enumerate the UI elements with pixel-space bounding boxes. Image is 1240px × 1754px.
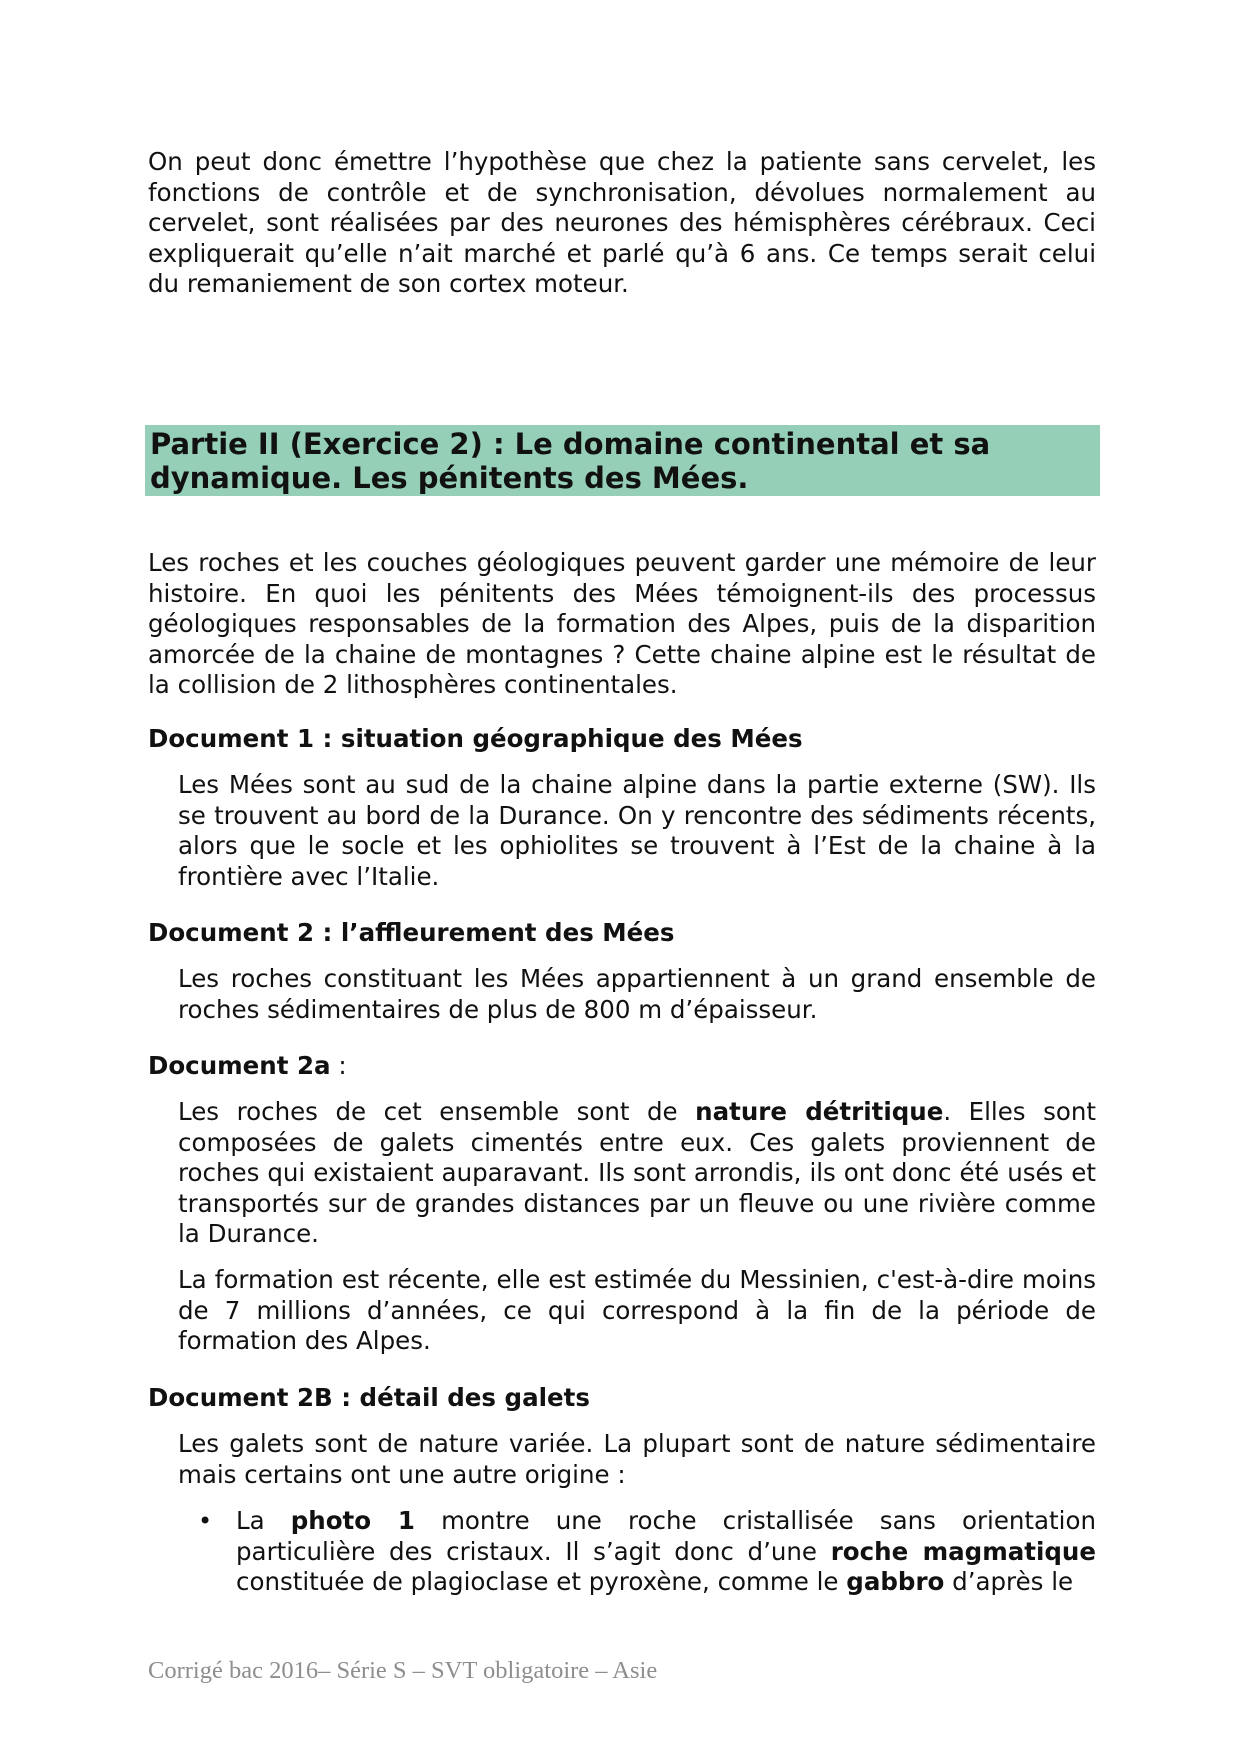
emphasis-gabbro: gabbro bbox=[846, 1567, 945, 1597]
document-2b-intro: Les galets sont de nature variée. La plupart sont de nature sédimentaire mais certains ont une autre origine : bbox=[178, 1429, 1096, 1489]
document-1 bbox=[148, 724, 1096, 892]
bullet-text bbox=[236, 1506, 1096, 1598]
question-section bbox=[148, 548, 1096, 701]
problem-statement: Les roches et les couches géologiques peuvent garder une mémoire de leur histoire. En quoi les pénitents des Mées témoignent-ils des processus géologiques responsables de la formation des Alpes, puis de la disparition amorcée de la chaine de montagnes ? Cette chaine alpine est le résultat de la collision de 2 lithosphères continentales. bbox=[148, 548, 1096, 700]
page-footer: Corrigé bac 2016– Série S – SVT obligatoire – Asie bbox=[148, 1657, 658, 1684]
document-2 bbox=[148, 918, 1096, 1025]
document-2-text: Les roches constituant les Mées appartiennent à un grand ensemble de roches sédimentaires de plus de 800 m d’épaisseur. bbox=[178, 964, 1096, 1024]
text-run: . Elles sont composées de galets cimentés entre eux. Ces galets proviennent de roches qui existaient auparavant. Ils sont arrondis, ils ont donc été usés et transportés sur de grandes distances par un fleuve ou une rivière comme la Durance. bbox=[178, 1097, 1096, 1249]
document-2b-title: Document 2B : détail des galets bbox=[148, 1383, 590, 1412]
document-2a-paragraph-1 bbox=[178, 1097, 1096, 1250]
document-2a bbox=[148, 1051, 1096, 1357]
document-2a-title-suffix: : bbox=[330, 1051, 347, 1080]
emphasis-roche-magmatique: roche magmatique bbox=[830, 1536, 1096, 1566]
bullet-icon: • bbox=[198, 1507, 213, 1536]
intro-paragraph: On peut donc émettre l’hypothèse que chez la patiente sans cervelet, les fonctions de contrôle et de synchronisation, dévolues normalement au cervelet, sont réalisées par des neurones des hémisphères cérébraux. Ceci expliquerait qu’elle n’ait marché et parlé qu’à 6 ans. Ce temps serait celui du remaniement de son cortex moteur. bbox=[148, 147, 1096, 299]
document-2b bbox=[148, 1383, 1096, 1598]
emphasis-nature-detritique: nature détritique bbox=[695, 1097, 944, 1126]
text-run: La bbox=[236, 1506, 291, 1536]
document-2a-title-label: Document 2a bbox=[148, 1051, 331, 1080]
document-1-text: Les Mées sont au sud de la chaine alpine dans la partie externe (SW). Ils se trouvent au bord de la Durance. On y rencontre des sédiments récents, alors que le socle et les ophiolites se trouvent à l’Est de la chaine à la frontière avec l’Italie. bbox=[178, 770, 1096, 891]
document-2a-paragraph-2: La formation est récente, elle est estimée du Messinien, c'est-à-dire moins de 7 millions d’années, ce qui correspond à la fin de la période de formation des Alpes. bbox=[178, 1264, 1096, 1356]
emphasis-photo-1: photo 1 bbox=[290, 1506, 415, 1536]
text-run: Les roches de cet ensemble sont de bbox=[178, 1097, 696, 1126]
bullet-item bbox=[148, 1506, 1096, 1598]
document-2-title: Document 2 : l’affleurement des Mées bbox=[148, 918, 675, 947]
text-run: d’après le bbox=[944, 1567, 1074, 1597]
document-2a-title bbox=[148, 1051, 1096, 1081]
text-run: montre une roche cristallisée sans orientation particulière des cristaux. Il s’agit donc d’une bbox=[236, 1506, 1096, 1566]
intro-section bbox=[148, 147, 1096, 300]
section-heading: Partie II (Exercice 2) : Le domaine continental et sa dynamique. Les pénitents des Mées. bbox=[150, 427, 991, 495]
document-1-title: Document 1 : situation géographique des Mées bbox=[148, 724, 803, 753]
text-run: constituée de plagioclase et pyroxène, comme le bbox=[236, 1567, 847, 1597]
